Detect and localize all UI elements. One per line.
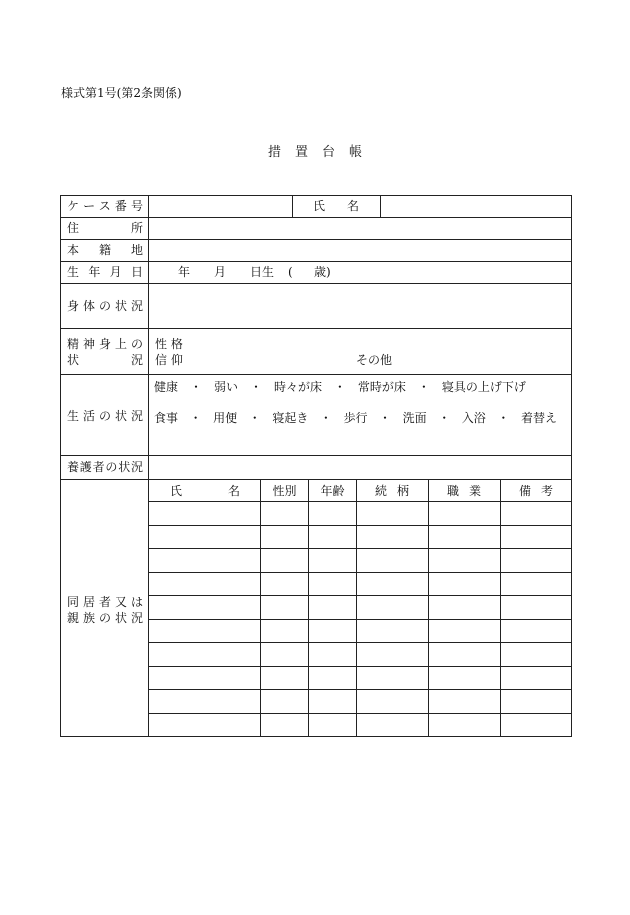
table-cell[interactable] xyxy=(309,549,356,571)
table-cell[interactable] xyxy=(261,573,308,595)
domicile-label: 本籍地 xyxy=(67,243,143,257)
table-cell[interactable] xyxy=(429,573,500,595)
table-cell[interactable] xyxy=(149,502,260,524)
option-separator: ・ xyxy=(379,411,392,425)
table-cell[interactable] xyxy=(429,667,500,689)
table-cell[interactable] xyxy=(149,714,260,736)
table-cell[interactable] xyxy=(357,526,428,548)
option-separator: ・ xyxy=(248,411,261,425)
option-separator: ・ xyxy=(497,411,510,425)
table-cell[interactable] xyxy=(261,643,308,665)
table-cell[interactable] xyxy=(357,596,428,618)
table-cell[interactable] xyxy=(357,549,428,571)
age-open-paren: ( xyxy=(288,265,293,279)
table-cell[interactable] xyxy=(501,643,571,665)
table-cell[interactable] xyxy=(429,643,500,665)
family-header-occupation: 職業 xyxy=(447,484,481,498)
option-health[interactable]: 健康 xyxy=(154,380,179,394)
option-separator: ・ xyxy=(438,411,451,425)
table-cell[interactable] xyxy=(309,643,356,665)
table-cell[interactable] xyxy=(357,620,428,642)
table-cell[interactable] xyxy=(429,549,500,571)
case-number-label: ケース番号 xyxy=(67,199,143,213)
name-field[interactable] xyxy=(382,196,570,216)
option-separator: ・ xyxy=(333,380,346,394)
table-cell[interactable] xyxy=(357,667,428,689)
family-header-gender: 性別 xyxy=(272,484,297,498)
option-eating[interactable]: 食事 xyxy=(154,411,179,425)
table-cell[interactable] xyxy=(309,690,356,712)
option-getting-up[interactable]: 寝起き xyxy=(272,411,309,425)
table-cell[interactable] xyxy=(149,526,260,548)
table-cell[interactable] xyxy=(501,549,571,571)
table-cell[interactable] xyxy=(357,643,428,665)
case-number-field[interactable] xyxy=(150,196,291,216)
name-label: 氏名 xyxy=(313,199,359,213)
table-cell[interactable] xyxy=(261,502,308,524)
table-cell[interactable] xyxy=(501,526,571,548)
table-cell[interactable] xyxy=(501,690,571,712)
table-cell[interactable] xyxy=(309,596,356,618)
belief-label: 信 仰 xyxy=(155,353,183,367)
table-cell[interactable] xyxy=(309,667,356,689)
table-cell[interactable] xyxy=(309,502,356,524)
mental-condition-label-line2: 状況 xyxy=(67,353,143,367)
table-cell[interactable] xyxy=(149,690,260,712)
personality-label: 性 格 xyxy=(155,337,183,351)
table-cell[interactable] xyxy=(501,714,571,736)
cohabitant-label-line1: 同居者又は xyxy=(67,595,143,609)
birth-day-label: 日生 xyxy=(250,265,275,279)
birthdate-label: 生年月日 xyxy=(67,265,143,279)
option-washing-face[interactable]: 洗面 xyxy=(402,411,427,425)
table-cell[interactable] xyxy=(501,596,571,618)
table-cell[interactable] xyxy=(261,549,308,571)
life-condition-label: 生活の状況 xyxy=(67,409,143,423)
table-cell[interactable] xyxy=(309,526,356,548)
option-changing-clothes[interactable]: 着替え xyxy=(520,411,557,425)
table-cell[interactable] xyxy=(429,502,500,524)
document-title: 措置台帳 xyxy=(267,145,376,160)
table-cell[interactable] xyxy=(309,573,356,595)
option-separator: ・ xyxy=(249,380,262,394)
option-sometimes-bedridden[interactable]: 時々が床 xyxy=(273,380,322,394)
table-cell[interactable] xyxy=(357,690,428,712)
table-cell[interactable] xyxy=(261,714,308,736)
table-cell[interactable] xyxy=(357,573,428,595)
table-cell[interactable] xyxy=(429,596,500,618)
table-cell[interactable] xyxy=(261,667,308,689)
domicile-field[interactable] xyxy=(150,240,570,260)
table-cell[interactable] xyxy=(261,690,308,712)
option-always-bedridden[interactable]: 常時が床 xyxy=(357,380,406,394)
table-cell[interactable] xyxy=(149,643,260,665)
other-label: その他 xyxy=(356,353,393,367)
table-cell[interactable] xyxy=(309,714,356,736)
option-separator: ・ xyxy=(189,411,202,425)
table-cell[interactable] xyxy=(429,714,500,736)
option-bedding[interactable]: 寝具の上げ下げ xyxy=(441,380,526,394)
option-weak[interactable]: 弱い xyxy=(213,380,238,394)
table-cell[interactable] xyxy=(261,526,308,548)
family-header-relationship: 続柄 xyxy=(375,484,409,498)
table-cell[interactable] xyxy=(149,667,260,689)
table-cell[interactable] xyxy=(261,620,308,642)
option-toileting[interactable]: 用便 xyxy=(213,411,238,425)
option-bathing[interactable]: 入浴 xyxy=(461,411,486,425)
physical-condition-label: 身体の状況 xyxy=(67,299,143,313)
physical-condition-field[interactable] xyxy=(150,285,570,327)
table-cell[interactable] xyxy=(149,596,260,618)
table-cell[interactable] xyxy=(149,620,260,642)
table-cell[interactable] xyxy=(429,620,500,642)
birth-year-label: 年 xyxy=(178,265,191,279)
option-separator: ・ xyxy=(319,411,332,425)
family-header-age: 年齢 xyxy=(320,484,345,498)
caregiver-condition-field[interactable] xyxy=(150,457,570,478)
activity-options xyxy=(154,411,557,425)
table-cell[interactable] xyxy=(357,502,428,524)
option-walking[interactable]: 歩行 xyxy=(343,411,368,425)
family-header-name: 氏名 xyxy=(170,484,240,498)
form-label: 様式第1号(第2条関係) xyxy=(61,86,182,100)
table-cell[interactable] xyxy=(501,667,571,689)
table-cell[interactable] xyxy=(501,502,571,524)
cohabitant-label-line2: 親族の状況 xyxy=(67,611,143,625)
table-cell[interactable] xyxy=(501,573,571,595)
table-cell[interactable] xyxy=(261,596,308,618)
caregiver-condition-label: 養護者の状況 xyxy=(67,460,143,474)
table-cell[interactable] xyxy=(149,573,260,595)
table-cell[interactable] xyxy=(357,714,428,736)
birth-month-label: 月 xyxy=(214,265,227,279)
table-cell[interactable] xyxy=(309,620,356,642)
address-field[interactable] xyxy=(150,218,570,238)
age-label: 歳) xyxy=(314,265,331,279)
option-separator: ・ xyxy=(189,380,202,394)
table-cell[interactable] xyxy=(429,690,500,712)
option-separator: ・ xyxy=(417,380,430,394)
table-cell[interactable] xyxy=(501,620,571,642)
mental-condition-label-line1: 精神身上の xyxy=(67,337,143,351)
table-cell[interactable] xyxy=(149,549,260,571)
health-options xyxy=(154,380,526,394)
family-header-remarks: 備考 xyxy=(519,484,553,498)
address-label: 住所 xyxy=(67,221,143,235)
table-cell[interactable] xyxy=(429,526,500,548)
